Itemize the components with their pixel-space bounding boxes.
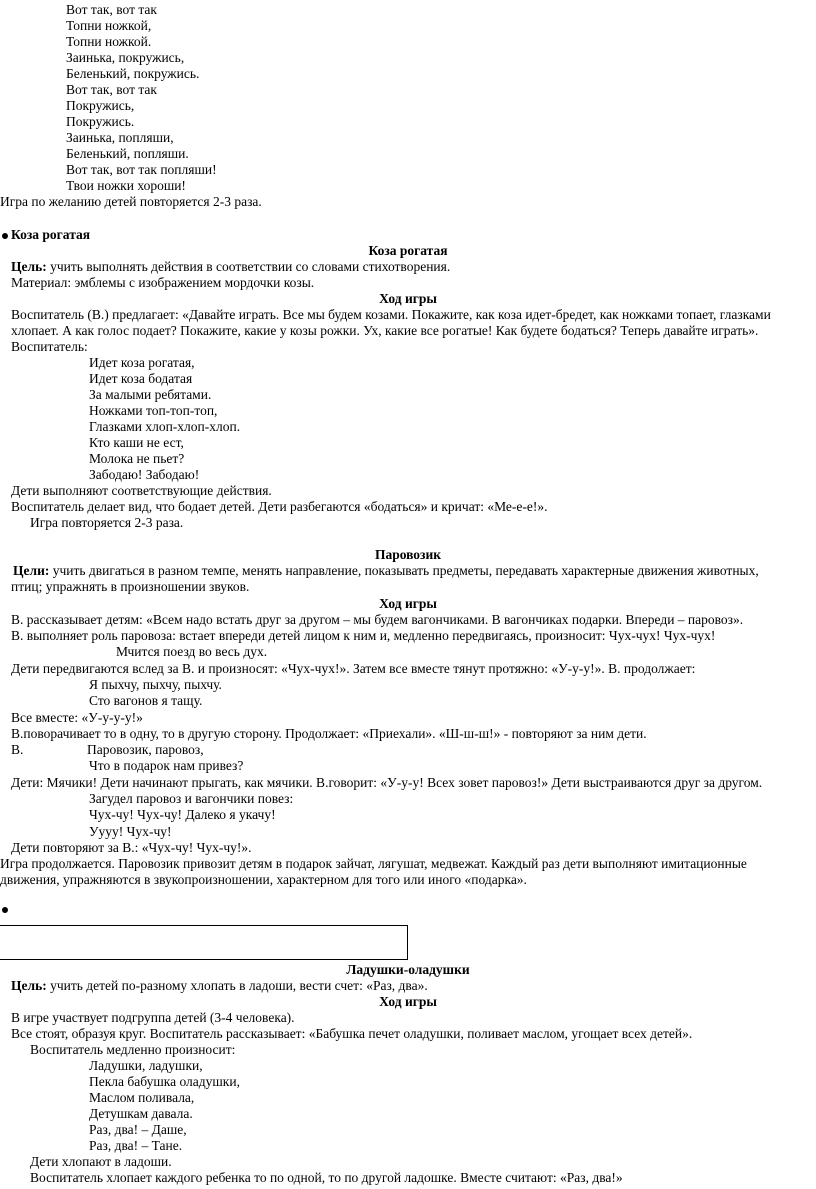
game-title: Коза рогатая — [368, 243, 448, 258]
paragraph-line: Дети выполняют соответствующие действия. — [11, 483, 272, 498]
paragraph-line: В. выполняет роль паровоза: встает впереди детей лицом к ним и, медленно передвигаясь, произносит: Чух-чух! Чух-чух! — [11, 628, 716, 643]
poem-line: Топни ножкой, — [66, 18, 152, 33]
poem-line: Сто вагонов я тащу. — [89, 693, 203, 708]
paragraph-line: Дети повторяют за В.: «Чух-чу! Чух-чу!». — [11, 840, 252, 855]
game-goal — [11, 259, 450, 275]
paragraph-line: хлопает. А как голос подает? Покажите, какие у козы рожки. Ух, какие все рогатые! Как будете бодаться? Теперь давайте играть». — [11, 323, 759, 338]
paragraph-line: Воспитатель хлопает каждого ребенка то по одной, то по другой ладошке. Вместе считают: «Раз, два!» — [30, 1170, 623, 1185]
goal-label: Цели: — [13, 563, 50, 578]
poem-line: Вот так, вот так — [66, 2, 157, 17]
speaker-label: В. — [11, 742, 24, 757]
paragraph-line: Игра повторяется 2-3 раза. — [30, 515, 184, 530]
poem-line: Беленький, попляши. — [66, 146, 189, 161]
empty-frame — [0, 925, 408, 960]
paragraph-line: Воспитатель (В.) предлагает: «Давайте играть. Все мы будем козами. Покажите, как коза идет-бредет, как ножками топает, глазками — [11, 307, 771, 322]
poem-line: Чух-чу! Чух-чу! Далеко я укачу! — [89, 807, 276, 822]
poem-line: Раз, два! – Даше, — [89, 1122, 187, 1137]
paragraph-line: движения, упражняются в звукопроизношении, характерном для того или иного «подарка». — [0, 872, 527, 887]
poem-line: За малыми ребятами. — [89, 387, 212, 402]
bullet-icon — [2, 233, 8, 239]
game-progress-heading: Ход игры — [379, 994, 437, 1009]
section-bullet-title: Коза рогатая — [11, 227, 91, 242]
paragraph-line: В. рассказывает детям: «Всем надо встать друг за другом – мы будем вагончиками. В вагончиках подарки. Впереди – паровоз». — [11, 612, 744, 627]
paragraph-line: Все стоят, образуя круг. Воспитатель рассказывает: «Бабушка печет оладушки, поливает маслом, угощает всех детей». — [11, 1026, 693, 1041]
paragraph-line: Игра продолжается. Паровозик привозит детям в подарок зайчат, лягушат, медвежат. Каждый раз дети выполняют имитационные — [0, 856, 747, 871]
goal-text: учить выполнять действия в соответствии со словами стихотворения. — [46, 259, 451, 274]
poem-line: Загудел паровоз и вагончики повез: — [89, 791, 294, 806]
poem-line: Идет коза рогатая, — [89, 355, 195, 370]
game-title: Ладушки-оладушки — [346, 962, 470, 977]
paragraph-line: Воспитатель делает вид, что бодает детей. Дети разбегаются «бодаться» и кричат: «Ме-е-е!». — [11, 499, 548, 514]
poem-line: Топни ножкой. — [66, 34, 152, 49]
poem-line: Уууу! Чух-чу! — [89, 824, 172, 839]
game-goal — [11, 978, 428, 994]
zainka-repeat-note: Игра по желанию детей повторяется 2-3 раза. — [0, 194, 262, 209]
goal-label: Цель: — [11, 259, 47, 274]
paragraph-line: птиц; упражнять в произношении звуков. — [11, 579, 250, 594]
poem-line: Маслом поливала, — [89, 1090, 195, 1105]
poem-line: Заинька, покружись, — [66, 50, 185, 65]
poem-line: Вот так, вот так — [66, 82, 157, 97]
poem-line: Беленький, покружись. — [66, 66, 200, 81]
game-goal — [13, 563, 759, 579]
poem-line: Ножками топ-топ-топ, — [89, 403, 218, 418]
paragraph-line: Все вместе: «У-у-у-у!» — [11, 710, 143, 725]
game-progress-heading: Ход игры — [379, 291, 437, 306]
paragraph-line: Дети: Мячики! Дети начинают прыгать, как мячики. В.говорит: «У-у-у! Всех зовет паровоз!» Дети выстраиваются друг за другом. — [11, 775, 763, 790]
poem-line: Глазками хлоп-хлоп-хлоп. — [89, 419, 241, 434]
poem-line: Ладушки, ладушки, — [89, 1058, 203, 1073]
game-material: Материал: эмблемы с изображением мордочки козы. — [11, 275, 315, 290]
game-title: Паровозик — [374, 547, 442, 562]
poem-line: Заинька, попляши, — [66, 130, 174, 145]
poem-line: Идет коза бодатая — [89, 371, 193, 386]
goal-text: учить детей по-разному хлопать в ладоши, вести счет: «Раз, два». — [46, 978, 428, 993]
poem-line: Детушкам давала. — [89, 1106, 193, 1121]
paragraph-line: Воспитатель медленно произносит: — [30, 1042, 236, 1057]
paragraph-line: В.поворачивает то в одну, то в другую сторону. Продолжает: «Приехали». «Ш-ш-ш!» - повторяют за ним дети. — [11, 726, 647, 741]
paragraph-line: В игре участвует подгруппа детей (3-4 человека). — [11, 1010, 295, 1025]
poem-line: Пекла бабушка оладушки, — [89, 1074, 240, 1089]
paragraph-line: Дети хлопают в ладоши. — [30, 1154, 172, 1169]
poem-line: Покружись, — [66, 98, 135, 113]
poem-line: Мчится поезд во весь дух. — [116, 644, 268, 659]
paragraph-line: Воспитатель: — [11, 339, 88, 354]
goal-label: Цель: — [11, 978, 47, 993]
poem-line: Кто каши не ест, — [89, 435, 184, 450]
poem-line: Твои ножки хороши! — [66, 178, 186, 193]
poem-line: Вот так, вот так попляши! — [66, 162, 217, 177]
poem-line: Покружись. — [66, 114, 135, 129]
poem-line: Что в подарок нам привез? — [89, 758, 244, 773]
game-progress-heading: Ход игры — [379, 596, 437, 611]
bullet-icon — [2, 907, 8, 913]
poem-line: Забодаю! Забодаю! — [89, 467, 200, 482]
paragraph-line: Дети передвигаются вслед за В. и произносят: «Чух-чух!». Затем все вместе тянут протяжно: «У-у-у!». В. продолжает: — [11, 661, 696, 676]
poem-line: Паровозик, паровоз, — [87, 742, 204, 757]
goal-text: учить двигаться в разном темпе, менять направление, показывать предметы, передавать характерные движения животных, — [49, 563, 759, 578]
poem-line: Я пыхчу, пыхчу, пыхчу. — [89, 677, 222, 692]
poem-line: Раз, два! – Тане. — [89, 1138, 183, 1153]
poem-line: Молока не пьет? — [89, 451, 185, 466]
